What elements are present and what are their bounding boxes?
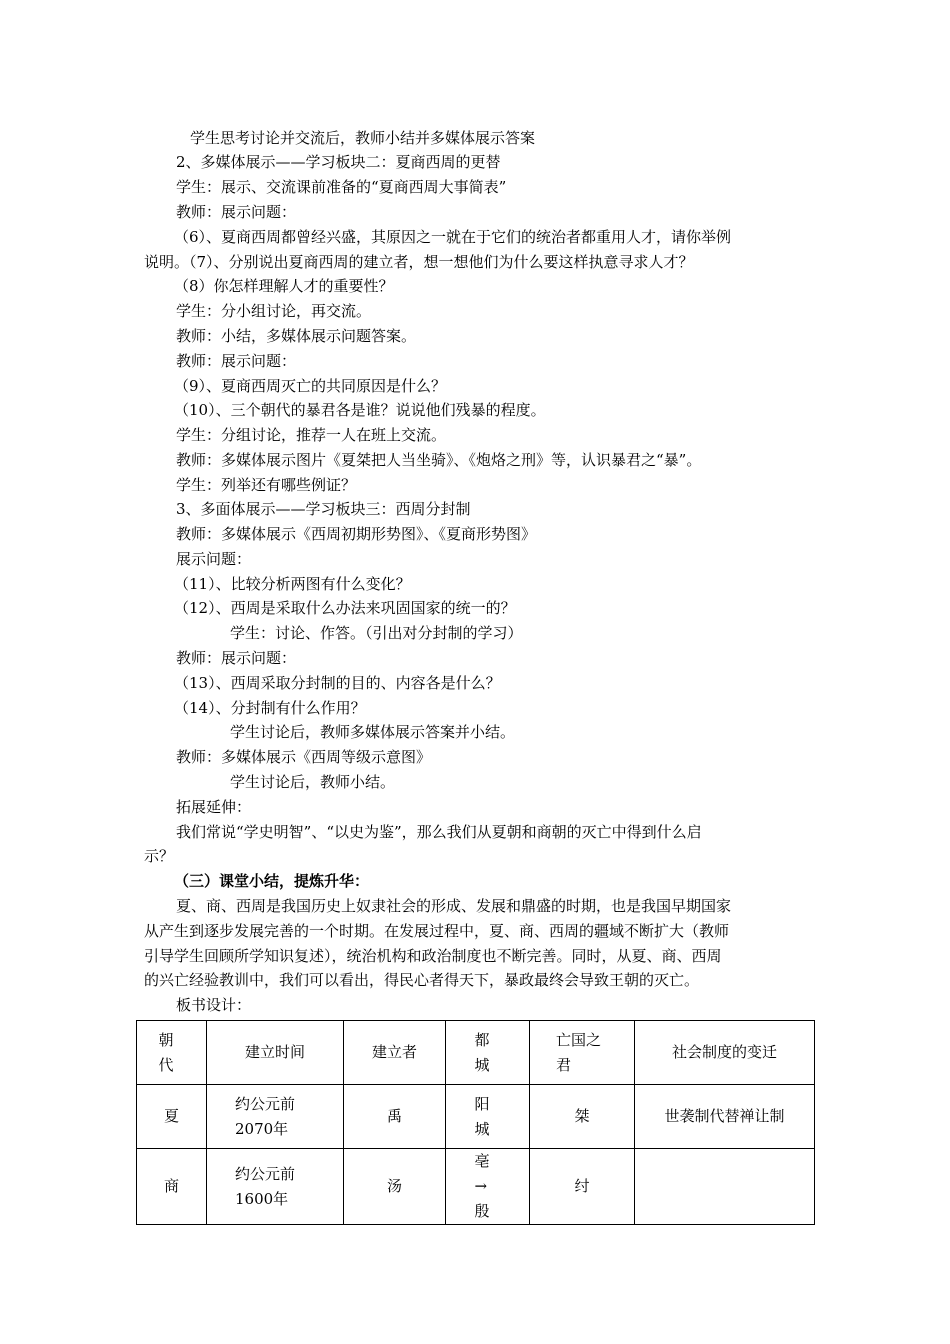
section-heading: 2、多媒体展示——学习板块二：夏商西周的更替	[176, 153, 501, 171]
table-cell: 世袭制代替禅让制	[635, 1085, 815, 1149]
text-line: 学生：列举还有哪些例证？	[176, 476, 357, 494]
text-line: 教师：多媒体展示《西周等级示意图》	[176, 748, 432, 766]
table-cell: 商	[137, 1149, 207, 1225]
table-header-cell: 朝代	[137, 1021, 207, 1085]
text-line: 教师：多媒体展示图片《夏桀把人当坐骑》、《炮烙之刑》等，认识暴君之“暴”。	[176, 451, 702, 469]
text-line: 拓展延伸：	[176, 798, 252, 816]
text-line: 从产生到逐步发展完善的一个时期。在发展过程中，夏、商、西周的疆域不断扩大（教师	[144, 922, 730, 940]
table-cell: 亳→殷	[446, 1149, 530, 1225]
section-heading: 3、多面体展示——学习板块三：西周分封制	[176, 500, 471, 518]
text-line: 引导学生回顾所学知识复述），统治机构和政治制度也不断完善。同时，从夏、商、西周	[144, 947, 722, 965]
section-heading: （三）课堂小结，提炼升华：	[174, 872, 370, 890]
question-line: （11）、比较分析两图有什么变化？	[174, 575, 411, 593]
table-header-cell: 建立时间	[207, 1021, 344, 1085]
question-line: （14）、分封制有什么作用？	[174, 699, 366, 717]
table-cell: 约公元前1600年	[207, 1149, 344, 1225]
text-line: 学生：展示、交流课前准备的“夏商西周大事简表”	[176, 178, 507, 196]
text-line: 学生：分小组讨论，再交流。	[176, 302, 372, 320]
text-line: 教师：多媒体展示《西周初期形势图》、《夏商形势图》	[176, 525, 537, 543]
table-header-cell: 建立者	[344, 1021, 446, 1085]
question-line: （10）、三个朝代的暴君各是谁？说说他们残暴的程度。	[174, 401, 546, 419]
text-line: 教师：展示问题：	[176, 649, 297, 667]
text-line: 学生：分组讨论，推荐一人在班上交流。	[176, 426, 447, 444]
text-line: 学生讨论后，教师小结。	[230, 773, 396, 791]
text-line: 的兴亡经验教训中，我们可以看出，得民心者得天下，暴政最终会导致王朝的灭亡。	[144, 971, 700, 989]
text-line: 学生：讨论、作答。（引出对分封制的学习）	[230, 624, 523, 642]
text-line: 教师：小结，多媒体展示问题答案。	[176, 327, 417, 345]
text-line: 教师：展示问题：	[176, 352, 297, 370]
text-line: 教师：展示问题：	[176, 203, 297, 221]
table-cell: 约公元前2070年	[207, 1085, 344, 1149]
table-header-row	[137, 1021, 815, 1085]
table-cell: 纣	[530, 1149, 635, 1225]
question-line: （12）、西周是采取什么办法来巩固国家的统一的？	[174, 599, 516, 617]
table-row	[137, 1085, 815, 1149]
table-cell: 夏	[137, 1085, 207, 1149]
table-cell: 阳城	[446, 1085, 530, 1149]
text-line: 示？	[144, 847, 175, 865]
question-line: 说明。（7）、分别说出夏商西周的建立者，想一想他们为什么要这样执意寻求人才？	[144, 253, 694, 271]
table-cell: 汤	[344, 1149, 446, 1225]
text-line: 板书设计：	[176, 996, 252, 1014]
table-cell: 禹	[344, 1085, 446, 1149]
text-line: 展示问题：	[176, 550, 252, 568]
text-line: 学生讨论后，教师多媒体展示答案并小结。	[230, 723, 516, 741]
question-line: （13）、西周采取分封制的目的、内容各是什么？	[174, 674, 501, 692]
text-line: 学生思考讨论并交流后，教师小结并多媒体展示答案	[190, 129, 536, 147]
table-cell	[635, 1149, 815, 1225]
table-cell: 桀	[530, 1085, 635, 1149]
question-line: （6）、夏商西周都曾经兴盛，其原因之一就在于它们的统治者都重用人才，请你举例	[174, 228, 732, 246]
question-line: （8）你怎样理解人才的重要性？	[174, 277, 394, 295]
text-line: 我们常说“学史明智”、“以史为鉴”，那么我们从夏朝和商朝的灭亡中得到什么启	[176, 823, 702, 841]
text-line: 夏、商、西周是我国历史上奴隶社会的形成、发展和鼎盛的时期，也是我国早期国家	[176, 897, 732, 915]
blackboard-table	[136, 1020, 815, 1225]
table-header-cell: 社会制度的变迁	[635, 1021, 815, 1085]
table-header-cell: 都城	[446, 1021, 530, 1085]
question-line: （9）、夏商西周灭亡的共同原因是什么？	[174, 377, 447, 395]
table-header-cell: 亡国之君	[530, 1021, 635, 1085]
table-row	[137, 1149, 815, 1225]
